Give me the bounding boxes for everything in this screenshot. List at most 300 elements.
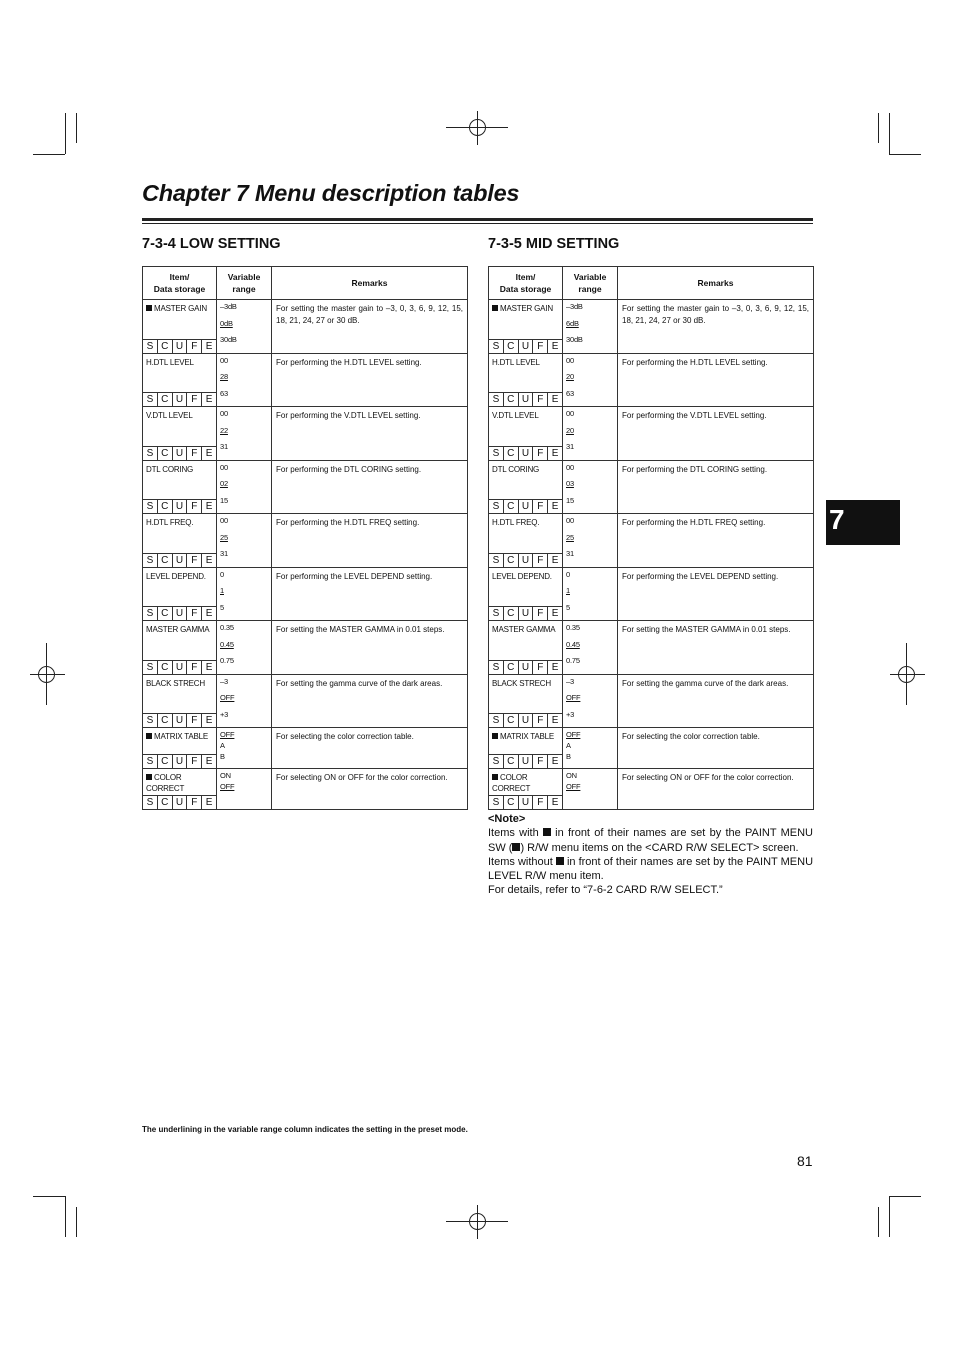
storage-flag: S — [489, 661, 504, 674]
storage-flag: E — [205, 554, 213, 566]
range-value — [220, 587, 271, 604]
storage-flag: U — [519, 500, 534, 513]
preset-value: 25 — [220, 532, 228, 542]
footnote: The underlining in the variable range column indicates the setting in the preset mode. — [142, 1125, 468, 1134]
chapter-tab: 7 — [826, 500, 900, 545]
variable-range — [563, 567, 618, 621]
crop-mark — [33, 154, 65, 155]
storage-flag: C — [504, 755, 519, 768]
remarks-cell: For setting the MASTER GAMMA in 0.01 steps. — [272, 621, 468, 675]
remarks-cell: For setting the master gain to –3, 0, 3, 6, 9, 12, 15, 18, 21, 24, 27 or 30 dB. — [618, 300, 814, 354]
range-value — [566, 427, 617, 444]
table-row — [489, 353, 814, 407]
table-row — [489, 460, 814, 514]
remarks-cell: For setting the gamma curve of the dark areas. — [272, 674, 468, 728]
item-name: H.DTL FREQ. — [146, 518, 194, 527]
storage-flag: E — [551, 797, 559, 808]
storage-flag: F — [187, 755, 202, 768]
remarks-cell: For performing the V.DTL LEVEL setting. — [272, 407, 468, 461]
storage-flags — [143, 446, 216, 460]
item-cell — [143, 514, 217, 568]
range-bound: +3 — [566, 709, 575, 719]
range-value — [220, 517, 271, 534]
crop-mark — [889, 1196, 890, 1237]
table-row — [143, 728, 468, 769]
range-value — [220, 641, 271, 658]
range-value — [566, 783, 617, 794]
variable-range — [217, 300, 272, 354]
remarks-cell: For performing the DTL CORING setting. — [618, 460, 814, 514]
storage-flags — [143, 339, 216, 353]
storage-flag: E — [205, 501, 213, 512]
storage-flag: C — [158, 447, 173, 460]
range-value — [566, 587, 617, 604]
range-bound: 00 — [220, 409, 228, 418]
storage-flags — [489, 446, 562, 460]
storage-flag: C — [504, 607, 519, 620]
storage-flags — [489, 795, 562, 809]
range-value — [566, 753, 617, 764]
preset-value: 22 — [220, 425, 228, 435]
table-row — [143, 460, 468, 514]
storage-flag: U — [519, 714, 534, 727]
table-row — [143, 769, 468, 810]
range-value — [566, 731, 617, 742]
range-value — [566, 517, 617, 534]
variable-range — [563, 674, 618, 728]
variable-range — [563, 300, 618, 354]
range-value — [220, 711, 271, 728]
preset-value: OFF — [220, 782, 235, 791]
storage-flag: E — [205, 661, 213, 673]
storage-flag: F — [533, 393, 548, 406]
storage-flag: E — [551, 661, 559, 673]
square-bullet-icon — [492, 774, 498, 780]
square-bullet-icon — [146, 774, 152, 780]
range-value — [220, 694, 271, 711]
storage-flag: S — [143, 554, 158, 567]
storage-flag: U — [173, 340, 188, 353]
remarks-cell: For setting the gamma curve of the dark areas. — [618, 674, 814, 728]
note-block — [488, 812, 813, 898]
range-value — [566, 373, 617, 390]
storage-flags — [143, 713, 216, 727]
storage-flag: C — [504, 796, 519, 809]
range-value — [220, 464, 271, 481]
item-cell — [143, 621, 217, 675]
range-value — [220, 678, 271, 695]
registration-mark — [906, 643, 907, 705]
item-name: LEVEL DEPEND. — [492, 571, 552, 581]
table-row — [143, 353, 468, 407]
storage-flags — [489, 553, 562, 567]
range-value — [220, 427, 271, 444]
preset-value: 20 — [566, 372, 574, 381]
table-row — [143, 300, 468, 354]
range-value — [566, 678, 617, 695]
storage-flag: C — [158, 755, 173, 768]
table-row — [143, 407, 468, 461]
item-name: DTL CORING — [492, 464, 540, 474]
remarks-cell: For performing the V.DTL LEVEL setting. — [618, 407, 814, 461]
range-bound: 5 — [220, 602, 224, 612]
storage-flag: S — [489, 393, 504, 406]
crop-mark — [65, 113, 66, 154]
variable-range — [563, 621, 618, 675]
note-paragraph: For details, refer to “7-6-2 CARD R/W SELECT.” — [488, 884, 723, 897]
header-remarks: Remarks — [272, 267, 468, 300]
storage-flag: S — [489, 340, 504, 353]
range-bound: 15 — [566, 495, 574, 505]
storage-flag: F — [187, 500, 202, 513]
variable-range — [563, 407, 618, 461]
storage-flag: F — [187, 796, 202, 809]
variable-range — [217, 728, 272, 769]
item-cell — [143, 353, 217, 407]
range-bound: 31 — [566, 549, 574, 558]
range-bound: 0.75 — [220, 656, 234, 665]
preset-value: 6dB — [566, 318, 579, 328]
range-value — [566, 571, 617, 588]
preset-value: 20 — [566, 425, 574, 435]
range-bound: B — [220, 752, 225, 761]
table-row — [143, 674, 468, 728]
item-name: BLACK STRECH — [146, 678, 205, 688]
variable-range — [563, 353, 618, 407]
range-bound: 0.35 — [220, 623, 234, 632]
storage-flag: S — [143, 796, 158, 809]
crop-mark — [33, 1196, 65, 1197]
range-value — [566, 410, 617, 427]
storage-flag: E — [551, 447, 559, 459]
crop-mark — [76, 113, 77, 143]
storage-flag: E — [551, 756, 559, 767]
preset-value: 0.45 — [220, 639, 234, 649]
preset-value: OFF — [220, 730, 235, 739]
crop-mark — [878, 113, 879, 143]
storage-flag: F — [533, 607, 548, 620]
table-row — [143, 567, 468, 621]
range-bound: –3dB — [220, 302, 237, 311]
item-cell — [489, 460, 563, 514]
remarks-cell: For selecting ON or OFF for the color correction. — [618, 769, 814, 810]
range-value — [566, 641, 617, 658]
remarks-cell: For performing the H.DTL LEVEL setting. — [272, 353, 468, 407]
storage-flag: C — [158, 714, 173, 727]
crop-mark — [889, 1196, 921, 1197]
storage-flag: C — [504, 340, 519, 353]
range-bound: 63 — [566, 388, 574, 398]
range-value — [220, 410, 271, 427]
item-name: MASTER GAIN — [143, 300, 216, 314]
storage-flags — [143, 499, 216, 513]
square-bullet-icon — [492, 733, 498, 739]
range-value — [566, 694, 617, 711]
header-variable: Variable range — [563, 267, 618, 300]
storage-flag: U — [519, 796, 534, 809]
range-bound: A — [220, 741, 225, 750]
item-name: MATRIX TABLE — [489, 728, 562, 742]
range-bound: –3 — [566, 676, 574, 686]
remarks-cell: For selecting the color correction table. — [272, 728, 468, 769]
storage-flag: S — [143, 755, 158, 768]
storage-flag: S — [489, 554, 504, 567]
remarks-cell: For performing the DTL CORING setting. — [272, 460, 468, 514]
preset-value: OFF — [220, 693, 235, 702]
low-setting-table — [142, 266, 468, 810]
storage-flags — [489, 392, 562, 406]
storage-flag: S — [143, 661, 158, 674]
square-bullet-icon — [146, 305, 152, 311]
preset-value: 0.45 — [566, 639, 580, 649]
remarks-cell: For performing the H.DTL FREQ setting. — [272, 514, 468, 568]
storage-flag: U — [519, 755, 534, 768]
range-bound: 0 — [566, 569, 570, 579]
variable-range — [217, 674, 272, 728]
preset-value: 0dB — [220, 318, 233, 328]
storage-flag: S — [143, 607, 158, 620]
item-cell — [489, 353, 563, 407]
storage-flag: E — [551, 608, 559, 619]
crop-mark — [878, 1207, 879, 1237]
storage-flag: E — [205, 756, 213, 767]
item-name: MASTER GAIN — [489, 300, 562, 314]
range-bound: 0.35 — [566, 623, 580, 632]
storage-flag: S — [489, 714, 504, 727]
range-bound: 5 — [566, 602, 570, 612]
range-bound: –3 — [220, 676, 228, 686]
range-value — [220, 731, 271, 742]
storage-flag: F — [187, 714, 202, 727]
item-name: COLOR CORRECT — [492, 773, 531, 793]
storage-flag: U — [173, 755, 188, 768]
range-bound: 00 — [566, 516, 574, 525]
item-cell — [143, 728, 217, 769]
range-value — [566, 550, 617, 567]
range-value — [566, 657, 617, 674]
variable-range — [217, 353, 272, 407]
storage-flag: C — [158, 607, 173, 620]
storage-flag: F — [187, 607, 202, 620]
storage-flag: C — [504, 447, 519, 460]
storage-flag: S — [489, 755, 504, 768]
range-value — [566, 480, 617, 497]
item-cell — [143, 769, 217, 810]
preset-value: OFF — [566, 782, 581, 791]
item-name: V.DTL LEVEL — [146, 411, 193, 420]
item-cell — [489, 567, 563, 621]
storage-flag: E — [205, 447, 213, 459]
storage-flag: F — [533, 714, 548, 727]
storage-flag: S — [489, 607, 504, 620]
storage-flag: F — [187, 447, 202, 460]
storage-flags — [143, 606, 216, 620]
table-row — [489, 514, 814, 568]
note-paragraph: Items with in front of their names are set by the PAINT MENU SW ( ) R/W menu items on the <CARD R/W SELECT> screen. — [488, 827, 813, 854]
square-bullet-icon — [492, 305, 498, 311]
storage-flag: C — [158, 661, 173, 674]
storage-flag: C — [158, 340, 173, 353]
remarks-cell: For selecting the color correction table. — [618, 728, 814, 769]
range-bound: 31 — [566, 442, 574, 451]
storage-flag: C — [504, 500, 519, 513]
storage-flag: C — [158, 796, 173, 809]
range-bound: 31 — [220, 442, 228, 451]
preset-value: 03 — [566, 479, 574, 488]
mid-setting-table — [488, 266, 814, 810]
registration-mark — [46, 643, 47, 705]
storage-flag: U — [173, 500, 188, 513]
item-cell — [489, 514, 563, 568]
storage-flag: F — [533, 755, 548, 768]
storage-flags — [489, 499, 562, 513]
mid-setting-heading: 7-3-5 MID SETTING — [488, 236, 620, 252]
item-name: LEVEL DEPEND. — [146, 571, 206, 581]
storage-flags — [489, 754, 562, 768]
storage-flag: F — [533, 500, 548, 513]
remarks-cell: For selecting ON or OFF for the color correction. — [272, 769, 468, 810]
storage-flag: S — [143, 340, 158, 353]
header-item: Item/ Data storage — [143, 267, 217, 300]
header-remarks: Remarks — [618, 267, 814, 300]
storage-flags — [143, 660, 216, 674]
storage-flag: E — [551, 394, 559, 405]
item-cell — [143, 567, 217, 621]
header-variable: Variable range — [217, 267, 272, 300]
storage-flag: C — [158, 393, 173, 406]
registration-mark — [890, 674, 925, 675]
range-value — [220, 534, 271, 551]
header-item: Item/ Data storage — [489, 267, 563, 300]
storage-flags — [489, 660, 562, 674]
storage-flag: F — [533, 340, 548, 353]
storage-flag: F — [533, 554, 548, 567]
range-bound: 63 — [220, 388, 228, 398]
storage-flag: E — [551, 554, 559, 566]
table-row — [489, 728, 814, 769]
range-bound: 00 — [566, 409, 574, 418]
range-value — [566, 390, 617, 407]
storage-flag: F — [187, 393, 202, 406]
table-row — [489, 567, 814, 621]
item-name: V.DTL LEVEL — [492, 411, 539, 420]
range-bound: ON — [566, 771, 577, 780]
note-paragraph: Items without in front of their names are set by the PAINT MENU LEVEL R/W menu item. — [488, 855, 814, 883]
storage-flag: E — [205, 340, 213, 352]
remarks-cell: For setting the master gain to –3, 0, 3, 6, 9, 12, 15, 18, 21, 24, 27 or 30 dB. — [272, 300, 468, 354]
note-heading: <Note> — [488, 813, 526, 825]
preset-value: 1 — [566, 586, 570, 595]
range-bound: 30dB — [220, 335, 237, 344]
range-value — [220, 550, 271, 567]
range-bound: +3 — [220, 709, 229, 719]
storage-flag: U — [173, 554, 188, 567]
crop-mark — [65, 1196, 66, 1237]
variable-range — [563, 460, 618, 514]
storage-flag: F — [187, 554, 202, 567]
item-cell — [489, 769, 563, 810]
remarks-cell: For performing the H.DTL FREQ setting. — [618, 514, 814, 568]
range-value — [220, 624, 271, 641]
range-value — [566, 336, 617, 353]
range-bound: 00 — [220, 516, 228, 525]
range-value — [220, 783, 271, 794]
storage-flag: S — [489, 500, 504, 513]
item-name: COLOR CORRECT — [146, 773, 185, 793]
storage-flag: F — [533, 661, 548, 674]
table-row — [143, 514, 468, 568]
variable-range — [563, 514, 618, 568]
range-value — [566, 357, 617, 374]
storage-flag: E — [205, 797, 213, 808]
storage-flags — [489, 713, 562, 727]
range-bound: ON — [220, 771, 231, 780]
crop-mark — [76, 1207, 77, 1237]
table-row — [489, 621, 814, 675]
range-bound: 0.75 — [566, 656, 580, 665]
storage-flag: U — [519, 661, 534, 674]
title-rule — [142, 218, 813, 221]
range-value — [220, 571, 271, 588]
range-bound: B — [566, 752, 571, 761]
item-cell — [489, 407, 563, 461]
square-bullet-icon — [556, 857, 564, 865]
storage-flag: U — [519, 554, 534, 567]
storage-flags — [489, 606, 562, 620]
item-cell — [143, 407, 217, 461]
square-bullet-icon — [543, 828, 551, 836]
item-name: H.DTL LEVEL — [492, 357, 540, 367]
range-bound: 00 — [220, 355, 228, 365]
range-bound: 0 — [220, 569, 224, 579]
range-value — [566, 534, 617, 551]
storage-flags — [143, 392, 216, 406]
item-name: MATRIX TABLE — [143, 728, 216, 742]
item-cell — [143, 674, 217, 728]
range-value — [220, 604, 271, 621]
item-cell — [143, 460, 217, 514]
chapter-title: Chapter 7 Menu description tables — [142, 180, 520, 206]
preset-value: 28 — [220, 372, 228, 381]
storage-flag: C — [504, 661, 519, 674]
item-name: DTL CORING — [146, 464, 194, 474]
variable-range — [563, 769, 618, 810]
storage-flag: U — [173, 714, 188, 727]
storage-flags — [143, 795, 216, 809]
item-name: H.DTL LEVEL — [146, 357, 194, 367]
storage-flag: S — [143, 447, 158, 460]
storage-flag: S — [489, 796, 504, 809]
header-row — [143, 267, 468, 300]
crop-mark — [889, 113, 890, 154]
item-name: H.DTL FREQ. — [492, 518, 540, 527]
range-bound: 30dB — [566, 335, 583, 344]
storage-flag: E — [551, 340, 559, 352]
storage-flag: C — [158, 500, 173, 513]
registration-mark — [477, 111, 478, 145]
range-bound: 00 — [566, 462, 574, 472]
storage-flags — [143, 553, 216, 567]
range-value — [220, 373, 271, 390]
remarks-cell: For setting the MASTER GAMMA in 0.01 steps. — [618, 621, 814, 675]
storage-flags — [489, 339, 562, 353]
storage-flag: C — [504, 714, 519, 727]
storage-flag: E — [551, 501, 559, 512]
storage-flag: E — [205, 394, 213, 405]
storage-flag: C — [504, 393, 519, 406]
range-value — [220, 390, 271, 407]
storage-flag: U — [519, 393, 534, 406]
